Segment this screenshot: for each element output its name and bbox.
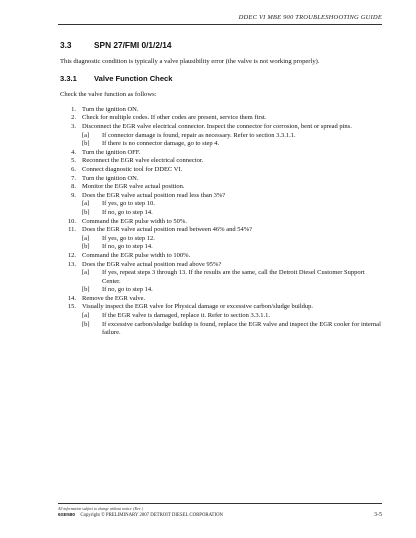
step-item	[60, 226, 382, 235]
substep-text: If no, go to step 14.	[102, 286, 153, 294]
step-number: 2.	[71, 114, 76, 122]
step-text: Reconnect the EGR valve electrical connector.	[82, 157, 204, 165]
step-text: Does the EGR valve actual position read above 95%?	[82, 260, 222, 268]
step-item	[60, 192, 382, 201]
step-number: 1.	[71, 105, 76, 113]
step-number: 8.	[71, 183, 76, 191]
substep-label: [a]	[82, 234, 90, 242]
substep-label: [a]	[82, 200, 90, 208]
header-rule	[58, 24, 382, 25]
step-text: Turn the ignition ON.	[82, 174, 139, 182]
page-content	[60, 32, 382, 338]
step-text: Command the EGR pulse width to 50%.	[82, 217, 187, 225]
copyright: Copyright © PRELIMINARY 2007 DETROIT DIESEL CORPORATION	[80, 513, 223, 518]
step-text: Remove the EGR valve.	[82, 294, 146, 302]
substep-label: [b]	[82, 140, 90, 148]
procedure-steps	[60, 106, 382, 338]
step-number: 14.	[67, 294, 76, 302]
step-text: Monitor the EGR valve actual position.	[82, 183, 185, 191]
substep-item	[82, 243, 382, 252]
step-item	[60, 175, 382, 184]
footer-note: All information subject to change without notice. (Rev. )	[58, 507, 144, 511]
substep-text: If no, go to step 14.	[102, 208, 153, 216]
step-number: 7.	[71, 174, 76, 182]
step-number: 9.	[71, 191, 76, 199]
substep-text: If there is no connector damage, go to step 4.	[102, 140, 220, 148]
step-text: Turn the ignition ON.	[82, 105, 139, 113]
section-number: 3.3	[60, 40, 72, 50]
step-item	[60, 183, 382, 192]
substep-label: [a]	[82, 131, 90, 139]
section-heading	[60, 40, 382, 50]
step-number: 13.	[67, 260, 76, 268]
substep-item	[82, 321, 382, 338]
step-number: 11.	[68, 226, 76, 234]
step-text: Command the EGR pulse width to 100%.	[82, 251, 191, 259]
substep-text: If the EGR valve is damaged, replace it. Refer to section 3.3.1.1.	[102, 312, 271, 320]
step-item	[60, 303, 382, 312]
footer-left	[58, 513, 223, 518]
section-intro: This diagnostic condition is typically a valve plausibility error (the valve is not working properly).	[60, 58, 320, 65]
substep-label: [b]	[82, 320, 90, 328]
document-code: 6SE580	[58, 513, 76, 518]
step-item	[60, 114, 382, 123]
substep-label: [b]	[82, 243, 90, 251]
subsection-lead: Check the valve function as follows:	[60, 91, 157, 99]
substep-text: If yes, go to step 12.	[102, 234, 155, 242]
step-number: 6.	[71, 165, 76, 173]
step-text: Disconnect the EGR valve electrical connector. Inspect the connector for corrosion, bent or spread pins.	[82, 123, 352, 130]
substep-label: [a]	[82, 312, 90, 320]
step-number: 15.	[67, 303, 76, 311]
substep-text: If excessive carbon/sludge buildup is found, replace the EGR valve and inspect the EGR cooler for internal failure.	[102, 320, 381, 337]
substep-text: If yes, go to step 10.	[102, 200, 155, 208]
step-number: 3.	[71, 123, 76, 130]
step-number: 10.	[67, 217, 76, 225]
running-header: DDEC VI MBE 900 TROUBLESHOOTING GUIDE	[238, 14, 382, 21]
substep-item	[82, 200, 382, 209]
step-item	[60, 106, 382, 115]
substep-item	[82, 269, 382, 286]
step-number: 5.	[71, 157, 76, 165]
substep-item	[82, 140, 382, 149]
section-title: SPN 27/FMI 0/1/2/14	[94, 40, 172, 50]
step-text: Does the EGR valve actual position read between 46% and 54%?	[82, 226, 253, 234]
step-number: 4.	[71, 148, 76, 156]
step-text: Does the EGR valve actual position read less than 3%?	[82, 191, 226, 199]
substep-item	[82, 132, 382, 141]
step-item	[60, 252, 382, 261]
footer-rule	[58, 503, 382, 504]
step-item	[60, 295, 382, 304]
substep-item	[82, 312, 382, 321]
step-item	[60, 123, 382, 132]
substep-label: [a]	[82, 269, 90, 277]
substep-item	[82, 286, 382, 295]
substep-text: If no, go to step 14.	[102, 243, 153, 251]
step-item	[60, 218, 382, 227]
subsection-number: 3.3.1	[60, 74, 77, 84]
substep-label: [b]	[82, 208, 90, 216]
step-text: Visually inspect the EGR valve for Physical damage or excessive carbon/sludge buildup.	[82, 303, 314, 311]
substep-item	[82, 209, 382, 218]
step-item	[60, 157, 382, 166]
substep-text: If connector damage is found, repair as necessary. Refer to section 3.3.1.1.	[102, 131, 296, 139]
step-item	[60, 166, 382, 175]
subsection-title: Valve Function Check	[94, 74, 173, 84]
step-item	[60, 261, 382, 270]
substep-text: If yes, repeat steps 3 through 13. If the results are the same, call the Detroit Diesel Customer Support Center.	[102, 269, 365, 285]
page-number: 3-5	[374, 512, 382, 518]
step-text: Turn the ignition OFF.	[82, 148, 141, 156]
subsection-heading	[60, 74, 382, 83]
step-text: Connect diagnostic tool for DDEC VI.	[82, 165, 183, 173]
step-text: Check for multiple codes. If other codes are present, service them first.	[82, 114, 267, 122]
substep-item	[82, 235, 382, 244]
step-item	[60, 149, 382, 158]
step-number: 12.	[67, 251, 76, 259]
substep-label: [b]	[82, 286, 90, 294]
